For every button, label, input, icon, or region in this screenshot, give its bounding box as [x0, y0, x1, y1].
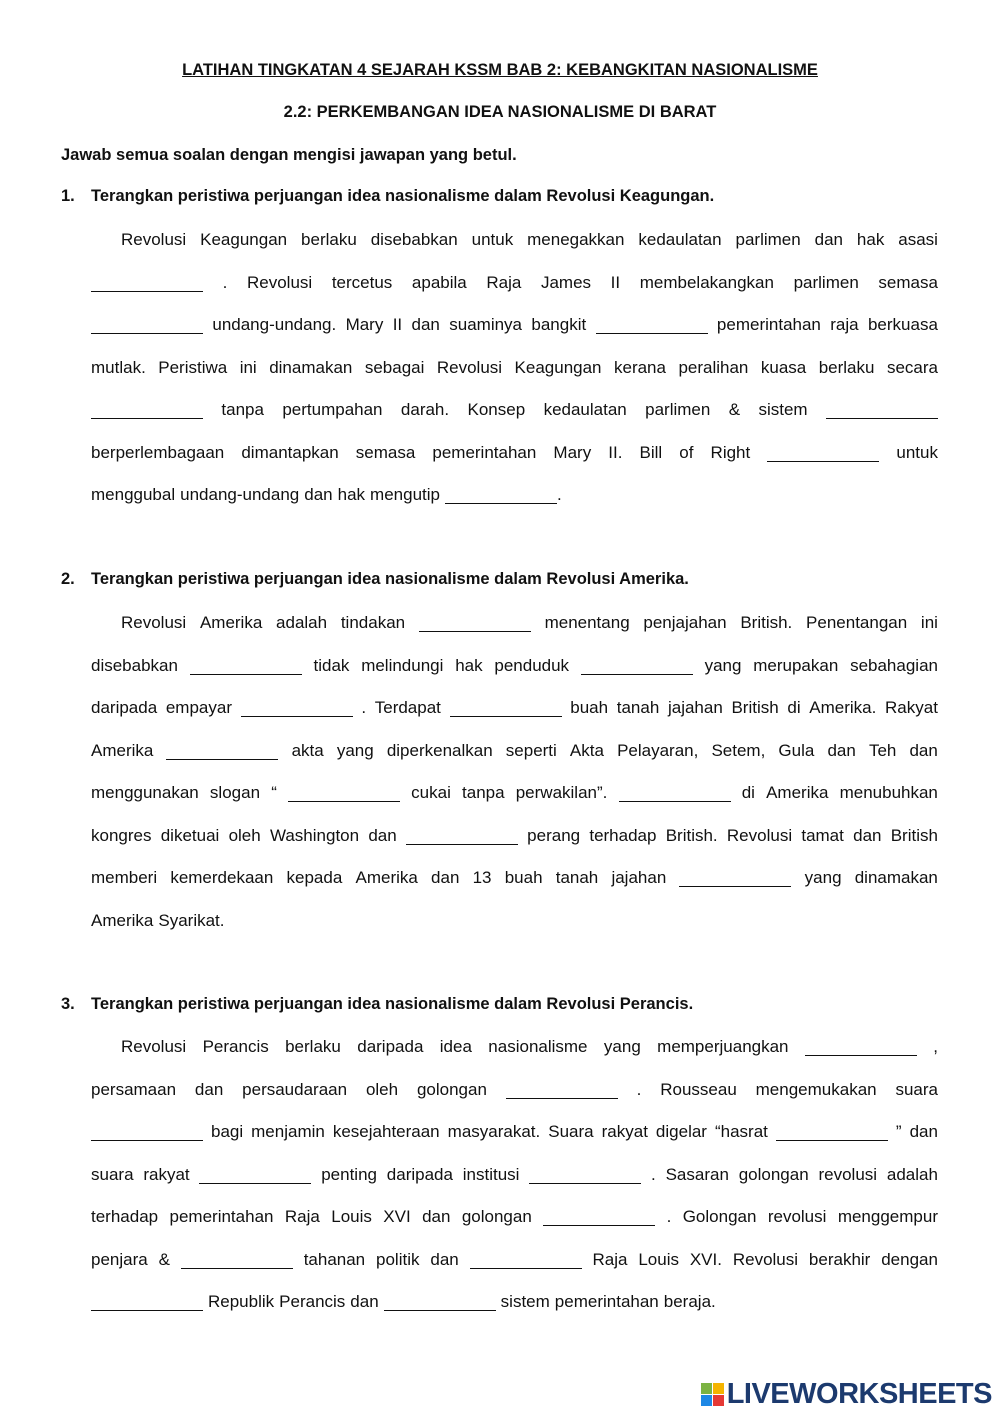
text-word: golongan [738, 1164, 809, 1184]
text-word: persamaan [91, 1079, 177, 1099]
text-word: Setem, [711, 740, 766, 760]
text-word: . [222, 272, 228, 292]
text-word: kepada [286, 868, 343, 887]
question-text: Terangkan peristiwa perjuangan idea nasionalisme dalam Revolusi Amerika. [91, 570, 689, 588]
text-word: Raja [486, 272, 522, 292]
text-word: Konsep [467, 400, 526, 419]
text-word: dan [411, 315, 440, 334]
text-word: & [158, 1249, 170, 1269]
text-word: Revolusi [726, 825, 793, 845]
text-word: tercetus [331, 272, 393, 292]
answer-blank-input[interactable] [199, 1168, 311, 1184]
text-word: Amerika [355, 868, 418, 887]
text-word: asasi [898, 230, 938, 249]
text-word: British [731, 698, 779, 717]
text-word: idea [439, 1037, 472, 1056]
text-word: jajahan [611, 868, 667, 887]
text-word: Syarikat. [158, 910, 225, 930]
text-word: dinamakan [269, 357, 353, 377]
text-word: tamat [801, 825, 844, 845]
paragraph-line [91, 315, 938, 335]
text-word: merupakan [753, 655, 839, 675]
text-word: semasa [355, 442, 416, 462]
text-word: masyarakat. [447, 1122, 541, 1141]
text-word: persaudaraan [242, 1079, 348, 1099]
text-word: hak [455, 655, 483, 675]
text-word: slogan [209, 783, 261, 802]
text-word: tanpa [462, 783, 505, 802]
text-word: kuasa [760, 357, 807, 377]
instruction: Jawab semua soalan dengan mengisi jawapan yang betul. [61, 146, 517, 164]
text-word: semasa [878, 272, 938, 292]
text-word: sistem [500, 1292, 550, 1311]
text-word: diperkenalkan [386, 740, 493, 760]
text-word: terhadap [91, 1207, 159, 1226]
text-word: yang [603, 1037, 641, 1056]
text-word: ini [239, 357, 257, 377]
answer-blank-input[interactable] [506, 1083, 618, 1099]
text-word: rakyat [601, 1122, 648, 1141]
answer-blank-input[interactable] [190, 659, 302, 675]
text-word: of [679, 442, 694, 462]
text-word: adalah [276, 613, 328, 632]
paragraph-line [91, 656, 938, 676]
text-word: menegakkan [527, 230, 625, 249]
text-word: tanah [616, 698, 660, 717]
text-word: XVI. [689, 1249, 722, 1269]
text-word: beraja. [663, 1292, 716, 1311]
paragraph-line [91, 1080, 938, 1100]
paragraph-line [121, 1037, 938, 1057]
text-word: buah [570, 698, 609, 717]
text-word: ini [920, 613, 938, 632]
answer-blank-input[interactable] [91, 403, 203, 419]
text-word: menubuhkan [839, 783, 938, 802]
text-word: mengutip [370, 485, 440, 504]
text-word: dan [368, 825, 397, 845]
text-word: Penentangan [806, 613, 908, 632]
text-word: digelar [655, 1122, 707, 1141]
text-word: pemerintahan [716, 315, 821, 334]
answer-blank-input[interactable] [581, 659, 693, 675]
text-word: golongan [416, 1079, 487, 1099]
paragraph-line [91, 741, 938, 761]
text-word: undang-undang [180, 485, 300, 504]
text-word: tidak [313, 655, 350, 675]
question-heading [61, 995, 693, 1014]
text-word: berlaku [285, 1037, 341, 1056]
text-word: penjara [91, 1249, 148, 1269]
text-word: daripada [91, 698, 158, 717]
text-word: bagi [211, 1122, 244, 1141]
text-word: Amerika [91, 740, 154, 760]
text-word: yang [336, 740, 374, 760]
text-word: revolusi [818, 1164, 878, 1184]
text-word: Bill [639, 442, 663, 462]
text-word: dan [431, 868, 460, 887]
text-word: memberi [91, 868, 158, 887]
text-word: Republik [208, 1292, 275, 1311]
text-word: Amerika [766, 783, 829, 802]
text-word: kongres [91, 825, 152, 845]
paragraph-line [91, 443, 938, 463]
text-word: kedaulatan [638, 230, 722, 249]
text-word: Raja [284, 1207, 320, 1226]
text-word: untuk [896, 442, 938, 462]
answer-blank-input[interactable] [241, 701, 353, 717]
text-word: apabila [411, 272, 467, 292]
text-word: Teh [868, 740, 897, 760]
answer-blank-input[interactable] [91, 318, 203, 334]
worksheet-subtitle: 2.2: PERKEMBANGAN IDEA NASIONALISME DI BARAT [283, 103, 717, 121]
paragraph-line [91, 358, 938, 378]
question-text: Terangkan peristiwa perjuangan idea nasionalisme dalam Revolusi Perancis. [91, 995, 694, 1013]
text-word: nasionalisme [488, 1037, 588, 1056]
text-word: . [651, 1164, 656, 1184]
text-word: undang-undang. [212, 315, 337, 334]
text-word: pemerintahan [554, 1292, 659, 1311]
text-word: pemerintahan [432, 442, 537, 462]
text-word: kesejahteraan [332, 1122, 440, 1141]
text-word: mutlak. [91, 357, 146, 377]
text-word: Akta [569, 740, 604, 760]
answer-blank-input[interactable] [776, 1125, 888, 1141]
text-word: Revolusi [121, 1037, 187, 1056]
question-number: 3. [61, 995, 75, 1013]
text-word: suaminya [449, 315, 523, 334]
text-word: penting [321, 1164, 377, 1184]
text-word: dan [304, 485, 333, 504]
text-word: Mary [553, 442, 592, 462]
text-word: dengan [881, 1249, 938, 1269]
text-word: cukai [411, 783, 451, 802]
text-word: oleh [228, 825, 261, 845]
text-word: akta [291, 740, 324, 760]
paragraph-line [91, 273, 938, 293]
text-word: peralihan [678, 357, 749, 377]
answer-blank-input[interactable] [470, 1253, 582, 1269]
text-word: dan [853, 825, 882, 845]
paragraph-line [121, 613, 938, 633]
text-word: Louis [331, 1207, 372, 1226]
logo-badge-icon [701, 1383, 724, 1406]
text-word: penjajahan [643, 613, 727, 632]
text-word: adalah [886, 1164, 938, 1184]
text-word: raja [830, 315, 859, 334]
question-number: 2. [61, 570, 75, 588]
text-word: seperti [505, 740, 557, 760]
text-word: Revolusi [246, 272, 313, 292]
text-word: dan [909, 1122, 938, 1141]
paragraph-line [91, 1207, 938, 1227]
text-word: dimantapkan [241, 442, 339, 462]
text-word: kemerdekaan [170, 868, 274, 887]
paragraph-line [91, 698, 938, 718]
answer-blank-input[interactable] [543, 1210, 655, 1226]
text-word: di [787, 698, 801, 717]
answer-blank-input[interactable] [166, 744, 278, 760]
text-word: dan [422, 1207, 451, 1226]
text-word: parlimen [793, 272, 859, 292]
text-word: . [556, 485, 562, 504]
text-word: politik [376, 1249, 420, 1269]
text-word: disebabkan [370, 230, 458, 249]
text-word: ” [895, 1122, 902, 1141]
text-word: perwakilan”. [515, 783, 608, 802]
text-word: XVI [383, 1207, 411, 1226]
text-word: disebabkan [91, 655, 178, 675]
paragraph-line [91, 1292, 938, 1312]
text-word: rakyat [143, 1164, 190, 1184]
logo-text: LIVEWORKSHEETS [726, 1378, 992, 1410]
text-word: Perancis [202, 1037, 269, 1056]
liveworksheets-logo [701, 1378, 992, 1411]
text-word: II. [608, 442, 623, 462]
text-word: sebagai [364, 357, 425, 377]
text-word: II [610, 272, 621, 292]
text-word: parlimen [735, 230, 801, 249]
answer-blank-input[interactable] [406, 829, 518, 845]
text-word: dan [814, 230, 843, 249]
paragraph-line [91, 868, 938, 888]
question-number: 1. [61, 187, 75, 205]
answer-blank-input[interactable] [91, 276, 203, 292]
text-word: Perancis [279, 1292, 346, 1311]
text-word: menggunakan [91, 783, 199, 802]
text-word: Amerika [199, 613, 263, 632]
text-word: berkuasa [867, 315, 938, 334]
paragraph-line [91, 1122, 938, 1142]
answer-blank-input[interactable] [826, 403, 938, 419]
paragraph-line [91, 1250, 938, 1270]
answer-blank-input[interactable] [619, 786, 731, 802]
text-word: pertumpahan [282, 400, 383, 419]
answer-blank-input[interactable] [805, 1040, 917, 1056]
text-word: 13 [472, 868, 492, 887]
text-word: dan [194, 1079, 224, 1099]
text-word: menjamin [251, 1122, 325, 1141]
text-word: daripada [386, 1164, 453, 1184]
text-word: Revolusi [732, 1249, 799, 1269]
text-word: membelakangkan [639, 272, 774, 292]
text-word: tanah [555, 868, 599, 887]
text-word: , [933, 1037, 938, 1056]
text-word: suara [895, 1079, 938, 1099]
worksheet-title: LATIHAN TINGKATAN 4 SEJARAH KSSM BAB 2: KEBANGKITAN NASIONALISME [182, 61, 818, 79]
text-word: “ [271, 783, 277, 802]
text-word: hak [856, 230, 885, 249]
text-word: Pelayaran, [617, 740, 699, 760]
text-word: berperlembagaan [91, 442, 225, 462]
text-word: jajahan [667, 698, 723, 717]
question-heading [61, 570, 689, 589]
text-word: menentang [544, 613, 630, 632]
text-word: dan [827, 740, 856, 760]
text-word: Washington [269, 825, 360, 845]
paragraph-line [91, 485, 938, 505]
text-word: dinamakan [854, 868, 938, 887]
text-word: British. [665, 825, 718, 845]
text-word: yang [804, 868, 842, 887]
text-word: Mary [345, 315, 384, 334]
text-word: tanpa [221, 400, 264, 419]
text-word: daripada [357, 1037, 424, 1056]
answer-blank-input[interactable] [91, 1125, 203, 1141]
answer-blank-input[interactable] [445, 488, 557, 504]
text-word: hak [337, 485, 366, 504]
text-word: yang [704, 655, 742, 675]
text-word: buah [504, 868, 543, 887]
text-word: Raja [592, 1249, 628, 1269]
text-word: memperjuangkan [657, 1037, 789, 1056]
text-word: Golongan [682, 1207, 757, 1226]
text-word: British. [740, 613, 793, 632]
answer-blank-input[interactable] [679, 871, 791, 887]
text-word: James [540, 272, 592, 292]
text-word: menggubal [91, 485, 176, 504]
text-word: suara [91, 1164, 134, 1184]
question-heading [61, 187, 714, 206]
text-word: parlimen [645, 400, 711, 419]
text-word: II [392, 315, 403, 334]
text-word: Right [710, 442, 751, 462]
text-word: menggempur [837, 1207, 938, 1226]
answer-blank-input[interactable] [596, 318, 708, 334]
text-word: Amerika. [809, 698, 877, 717]
text-word: Keagungan [514, 357, 602, 377]
text-word: tahanan [303, 1249, 366, 1269]
paragraph-line [91, 400, 938, 420]
text-word: berlaku [301, 230, 357, 249]
answer-blank-input[interactable] [181, 1253, 293, 1269]
text-word: bangkit [531, 315, 587, 334]
paragraph-line [91, 911, 938, 931]
text-word: di [741, 783, 755, 802]
text-word: darah. [400, 400, 450, 419]
text-word: Rousseau [660, 1079, 737, 1099]
text-word: . [361, 698, 367, 717]
text-word: . [636, 1079, 642, 1099]
answer-blank-input[interactable] [767, 446, 879, 462]
answer-blank-input[interactable] [419, 616, 531, 632]
text-word: berlaku [818, 357, 875, 377]
text-word: berakhir [808, 1249, 871, 1269]
answer-blank-input[interactable] [529, 1168, 641, 1184]
text-word: revolusi [767, 1207, 827, 1226]
text-word: dan [909, 740, 938, 760]
text-word: penduduk [494, 655, 570, 675]
text-word: pemerintahan [169, 1207, 274, 1226]
text-word: Rakyat [885, 698, 938, 717]
text-word: Revolusi [121, 613, 187, 632]
text-word: perang [527, 825, 581, 845]
question-text: Terangkan peristiwa perjuangan idea nasionalisme dalam Revolusi Keagungan. [91, 187, 715, 205]
text-word: empayar [165, 698, 232, 717]
paragraph-line [91, 826, 938, 846]
text-word: Suara [548, 1122, 594, 1141]
text-word: dan [350, 1292, 379, 1311]
text-word: British [890, 825, 938, 845]
text-word: Louis [638, 1249, 679, 1269]
text-word: . [666, 1207, 672, 1226]
text-word: secara [886, 357, 938, 377]
text-word: melindungi [361, 655, 444, 675]
text-word: diketuai [160, 825, 220, 845]
text-word: kerana [613, 357, 666, 377]
answer-blank-input[interactable] [288, 786, 400, 802]
text-word: Keagungan [200, 230, 288, 249]
answer-blank-input[interactable] [384, 1295, 496, 1311]
paragraph-line [91, 1165, 938, 1185]
text-word: oleh [365, 1079, 399, 1099]
paragraph-line [91, 783, 938, 803]
text-word: Sasaran [665, 1164, 729, 1184]
text-word: golongan [461, 1207, 532, 1226]
text-word: dan [430, 1249, 459, 1269]
text-word: tindakan [340, 613, 406, 632]
text-word: Gula [778, 740, 815, 760]
text-word: mengemukakan [755, 1079, 877, 1099]
answer-blank-input[interactable] [450, 701, 562, 717]
text-word: kedaulatan [543, 400, 627, 419]
text-word: Peristiwa [158, 357, 228, 377]
text-word: “hasrat [714, 1122, 768, 1141]
text-word: institusi [462, 1164, 520, 1184]
text-word: untuk [471, 230, 514, 249]
text-word: sistem [758, 400, 808, 419]
text-word: Revolusi [121, 230, 187, 249]
text-word: Revolusi [436, 357, 503, 377]
text-word: terhadap [589, 825, 657, 845]
text-word: sebahagian [850, 655, 938, 675]
answer-blank-input[interactable] [91, 1295, 203, 1311]
text-word: Amerika [91, 910, 154, 930]
text-word: Terdapat [374, 698, 441, 717]
text-word: & [728, 400, 741, 419]
paragraph-line [121, 230, 938, 250]
